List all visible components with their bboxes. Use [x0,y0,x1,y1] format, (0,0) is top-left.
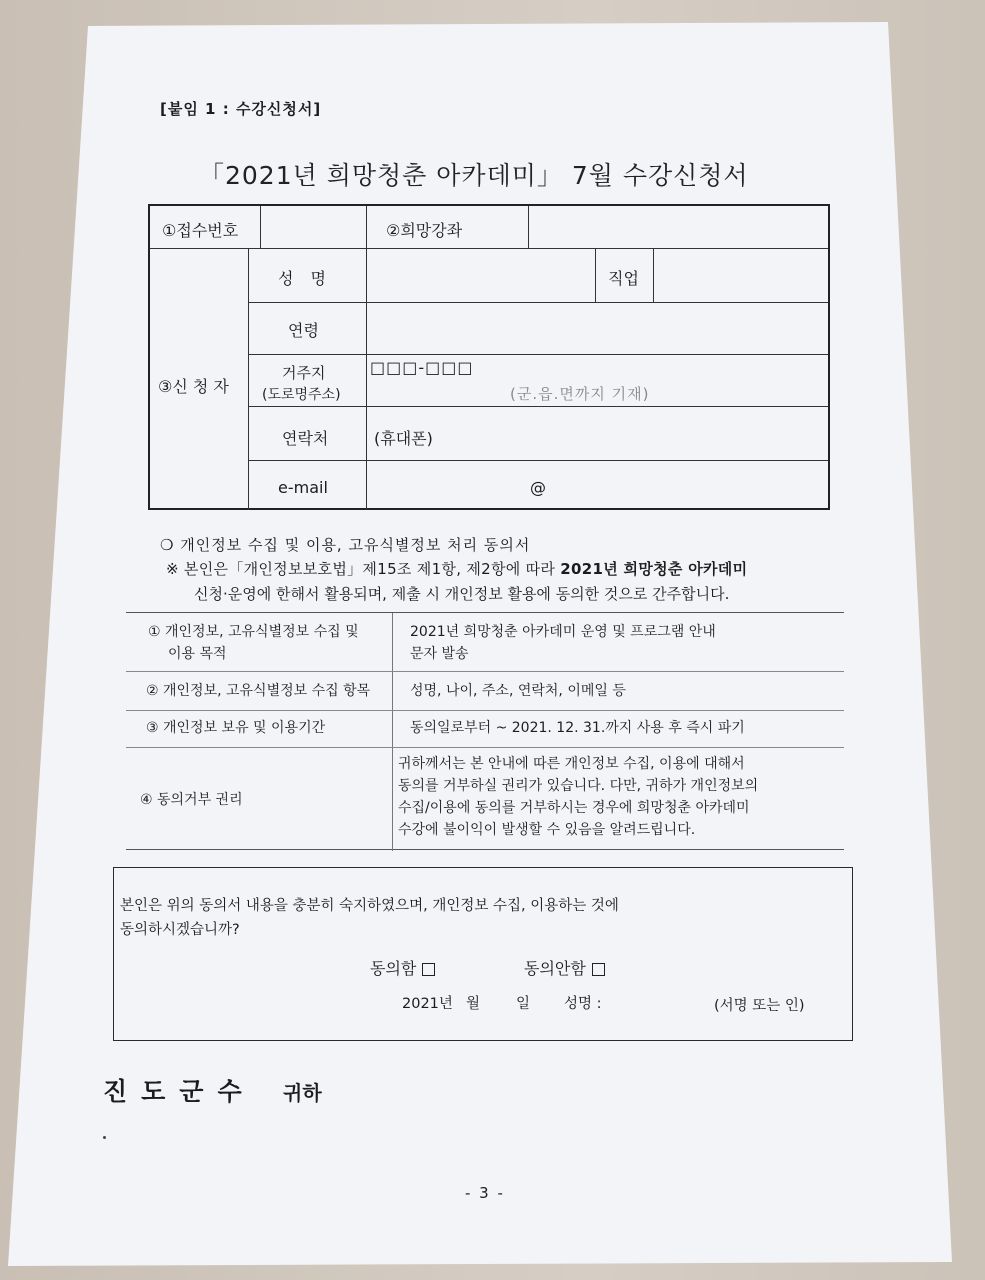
email-label: e-mail [278,478,328,497]
consent-row-4-content: 귀하께서는 본 안내에 따른 개인정보 수집, 이용에 대해서 동의를 거부하실 권리가 있습니다. 다만, 귀하가 개인정보의 수집/이용에 동의를 거부하시는 경우에 희망청춘 아카데미 수강에 불이익이 발생할 수 있음을 알려드립니다. [398,756,759,838]
consent-notice-bold: 2021년 희망청춘 아카데미 [560,560,748,578]
addressee-suffix: 귀하 [283,1081,322,1105]
consent-row-2-label: ② 개인정보, 고유식별정보 수집 항목 [146,683,371,699]
consent-row-1-label: ① 개인정보, 고유식별정보 수집 및 이용 목적 [148,624,359,662]
consent-table [126,612,844,850]
consent-notice-prefix: ※ 본인은「개인정보보호법」제15조 제1항, 제2항에 따라 [166,560,561,578]
paper-mark [103,1136,106,1139]
age-field[interactable] [370,306,825,352]
desired-course-field[interactable] [534,208,824,246]
consent-row-1-content: 2021년 희망청춘 아카데미 운영 및 프로그램 안내 문자 발송 [410,624,716,662]
date-month: 월 [466,996,481,1012]
consent-row-4-label: ④ 동의거부 권리 [140,792,243,808]
addressee: 진도군수 [103,1077,256,1106]
consent-heading: ❍ 개인정보 수집 및 이용, 고유식별정보 처리 동의서 [160,536,531,554]
consent-row-3-content: 동의일로부터 ~ 2021. 12. 31.까지 사용 후 즉시 파기 [410,720,745,736]
agreement-question: 본인은 위의 동의서 내용을 충분히 숙지하였으며, 개인정보 수집, 이용하는 것에 동의하시겠습니까? [120,898,619,938]
contact-field[interactable]: (휴대폰) [374,429,433,448]
signature-hint: (서명 또는 인) [714,998,805,1014]
date-day: 일 [516,996,531,1012]
disagree-label: 동의안함 [524,959,586,978]
age-label: 연령 [288,321,319,340]
agree-label: 동의함 [370,959,417,978]
agree-checkbox[interactable] [422,963,435,976]
application-form-table [148,204,830,510]
consent-notice-line2: 신청·운영에 한해서 활용되며, 제출 시 개인정보 활용에 동의한 것으로 간주합니다. [194,585,730,603]
page-number: - 3 - [465,1184,505,1202]
date-year: 2021년 [402,996,453,1012]
job-label: 직업 [608,269,639,288]
name-label: 성 명 [278,269,332,288]
signature-label: 성명 : [564,996,602,1012]
consent-row-2-content: 성명, 나이, 주소, 연락처, 이메일 등 [410,683,626,699]
postcode-boxes[interactable]: □□□-□□□ [370,358,474,377]
contact-label: 연락처 [282,429,329,448]
address-label: 거주지 [282,364,326,382]
attachment-label: [붙임 1 : 수강신청서] [160,100,322,118]
consent-notice-line1 [166,558,747,579]
job-field[interactable] [658,252,823,300]
address-sub-label: (도로명주소) [262,387,341,403]
email-field[interactable]: @ [530,478,546,497]
disagree-checkbox[interactable] [592,963,605,976]
applicant-label: ③신 청 자 [158,377,229,396]
receipt-no-label: ①접수번호 [162,221,239,240]
agreement-box [113,867,853,1041]
name-field[interactable] [370,252,590,300]
consent-row-3-label: ③ 개인정보 보유 및 이용기간 [146,720,326,736]
address-hint: (군.읍.면까지 기재) [510,385,650,403]
page-title: 「2021년 희망청춘 아카데미」 7월 수강신청서 [199,161,749,190]
receipt-no-field[interactable] [266,208,364,246]
disagree-option[interactable] [524,956,605,979]
desired-course-label: ②희망강좌 [386,221,463,240]
agree-option[interactable] [370,956,435,979]
